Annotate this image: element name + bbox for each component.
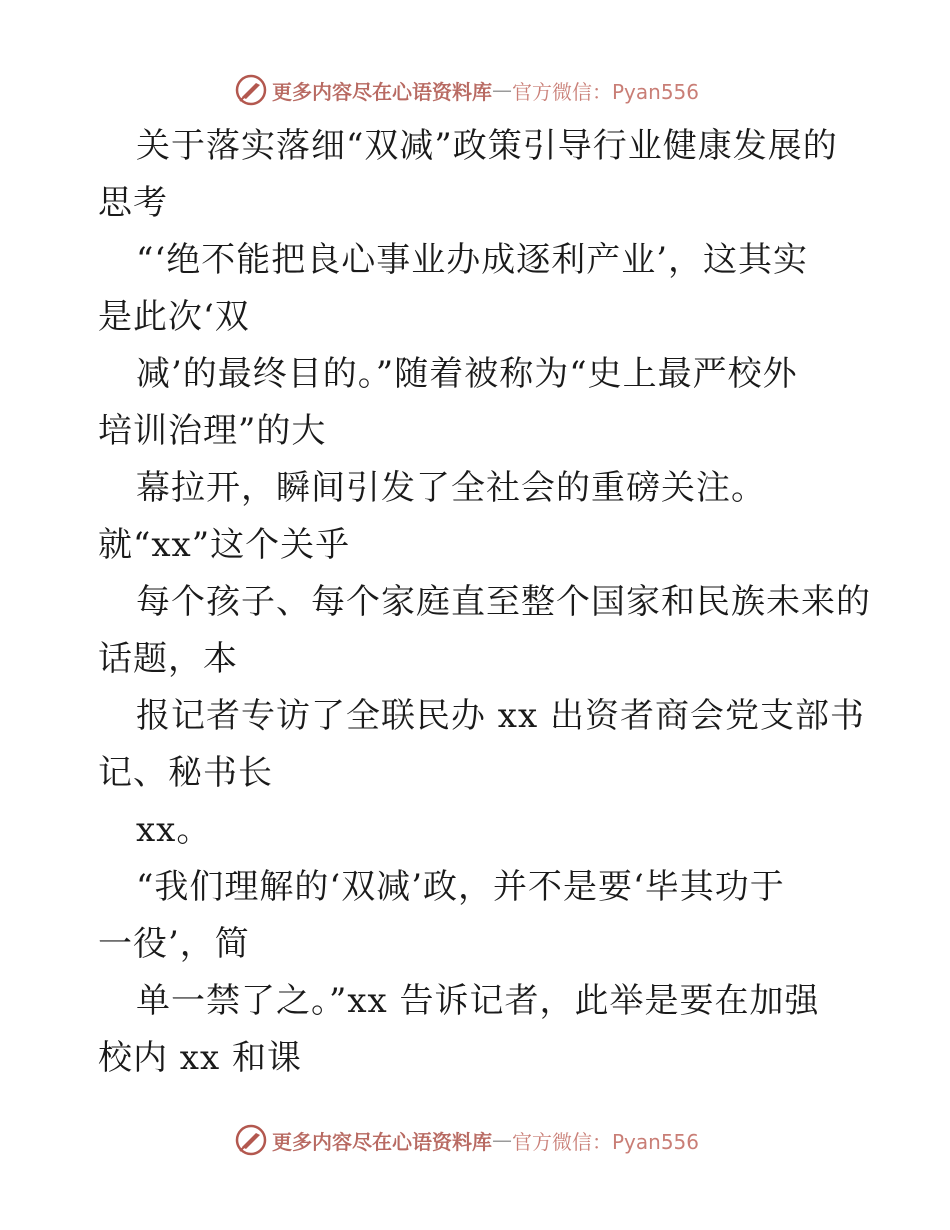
watermark-separator: —	[492, 78, 512, 102]
paragraph-line: “我们理解的‘双减’政，并不是要‘毕其功于	[136, 867, 785, 907]
watermark-wechat-text: 官方微信：Pyan556	[512, 79, 700, 104]
watermark-separator: —	[492, 1128, 512, 1152]
brand-logo-icon	[234, 73, 268, 107]
brand-logo-icon	[234, 1123, 268, 1157]
watermark-wechat-text: 官方微信：Pyan556	[512, 1129, 700, 1154]
paragraph-line: 每个孩子、每个家庭直至整个国家和民族未来的	[136, 582, 871, 622]
paragraph-line: 话题，本	[98, 639, 238, 679]
document-title-line: 关于落实落细“双减”政策引导行业健康发展的	[136, 126, 838, 166]
paragraph-line: 校内 xx 和课	[98, 1038, 302, 1078]
paragraph-line: 报记者专访了全联民办 xx 出资者商会党支部书	[136, 696, 865, 736]
paragraph-line: 单一禁了之。”xx 告诉记者，此举是要在加强	[136, 981, 820, 1021]
paragraph-line: “‘绝不能把良心事业办成逐利产业’，这其实	[136, 240, 808, 280]
paragraph-line: 一役’，简	[98, 924, 250, 964]
paragraph-line: 是此次‘双	[98, 297, 250, 337]
document-title-line: 思考	[98, 183, 168, 223]
paragraph-line: 减’的最终目的。”随着被称为“史上最严校外	[136, 354, 798, 394]
document-body	[98, 118, 871, 1087]
paragraph-line: 培训治理”的大	[98, 411, 327, 451]
paragraph-line: 记、秘书长	[98, 753, 273, 793]
paragraph-line: xx。	[136, 810, 212, 850]
watermark-site-text: 更多内容尽在心语资料库	[272, 79, 492, 104]
header-watermark-banner	[234, 70, 699, 110]
watermark-site-text: 更多内容尽在心语资料库	[272, 1129, 492, 1154]
footer-watermark-banner	[234, 1120, 699, 1160]
paragraph-line: 就“xx”这个关乎	[98, 525, 351, 565]
paragraph-line: 幕拉开，瞬间引发了全社会的重磅关注。	[136, 468, 766, 508]
